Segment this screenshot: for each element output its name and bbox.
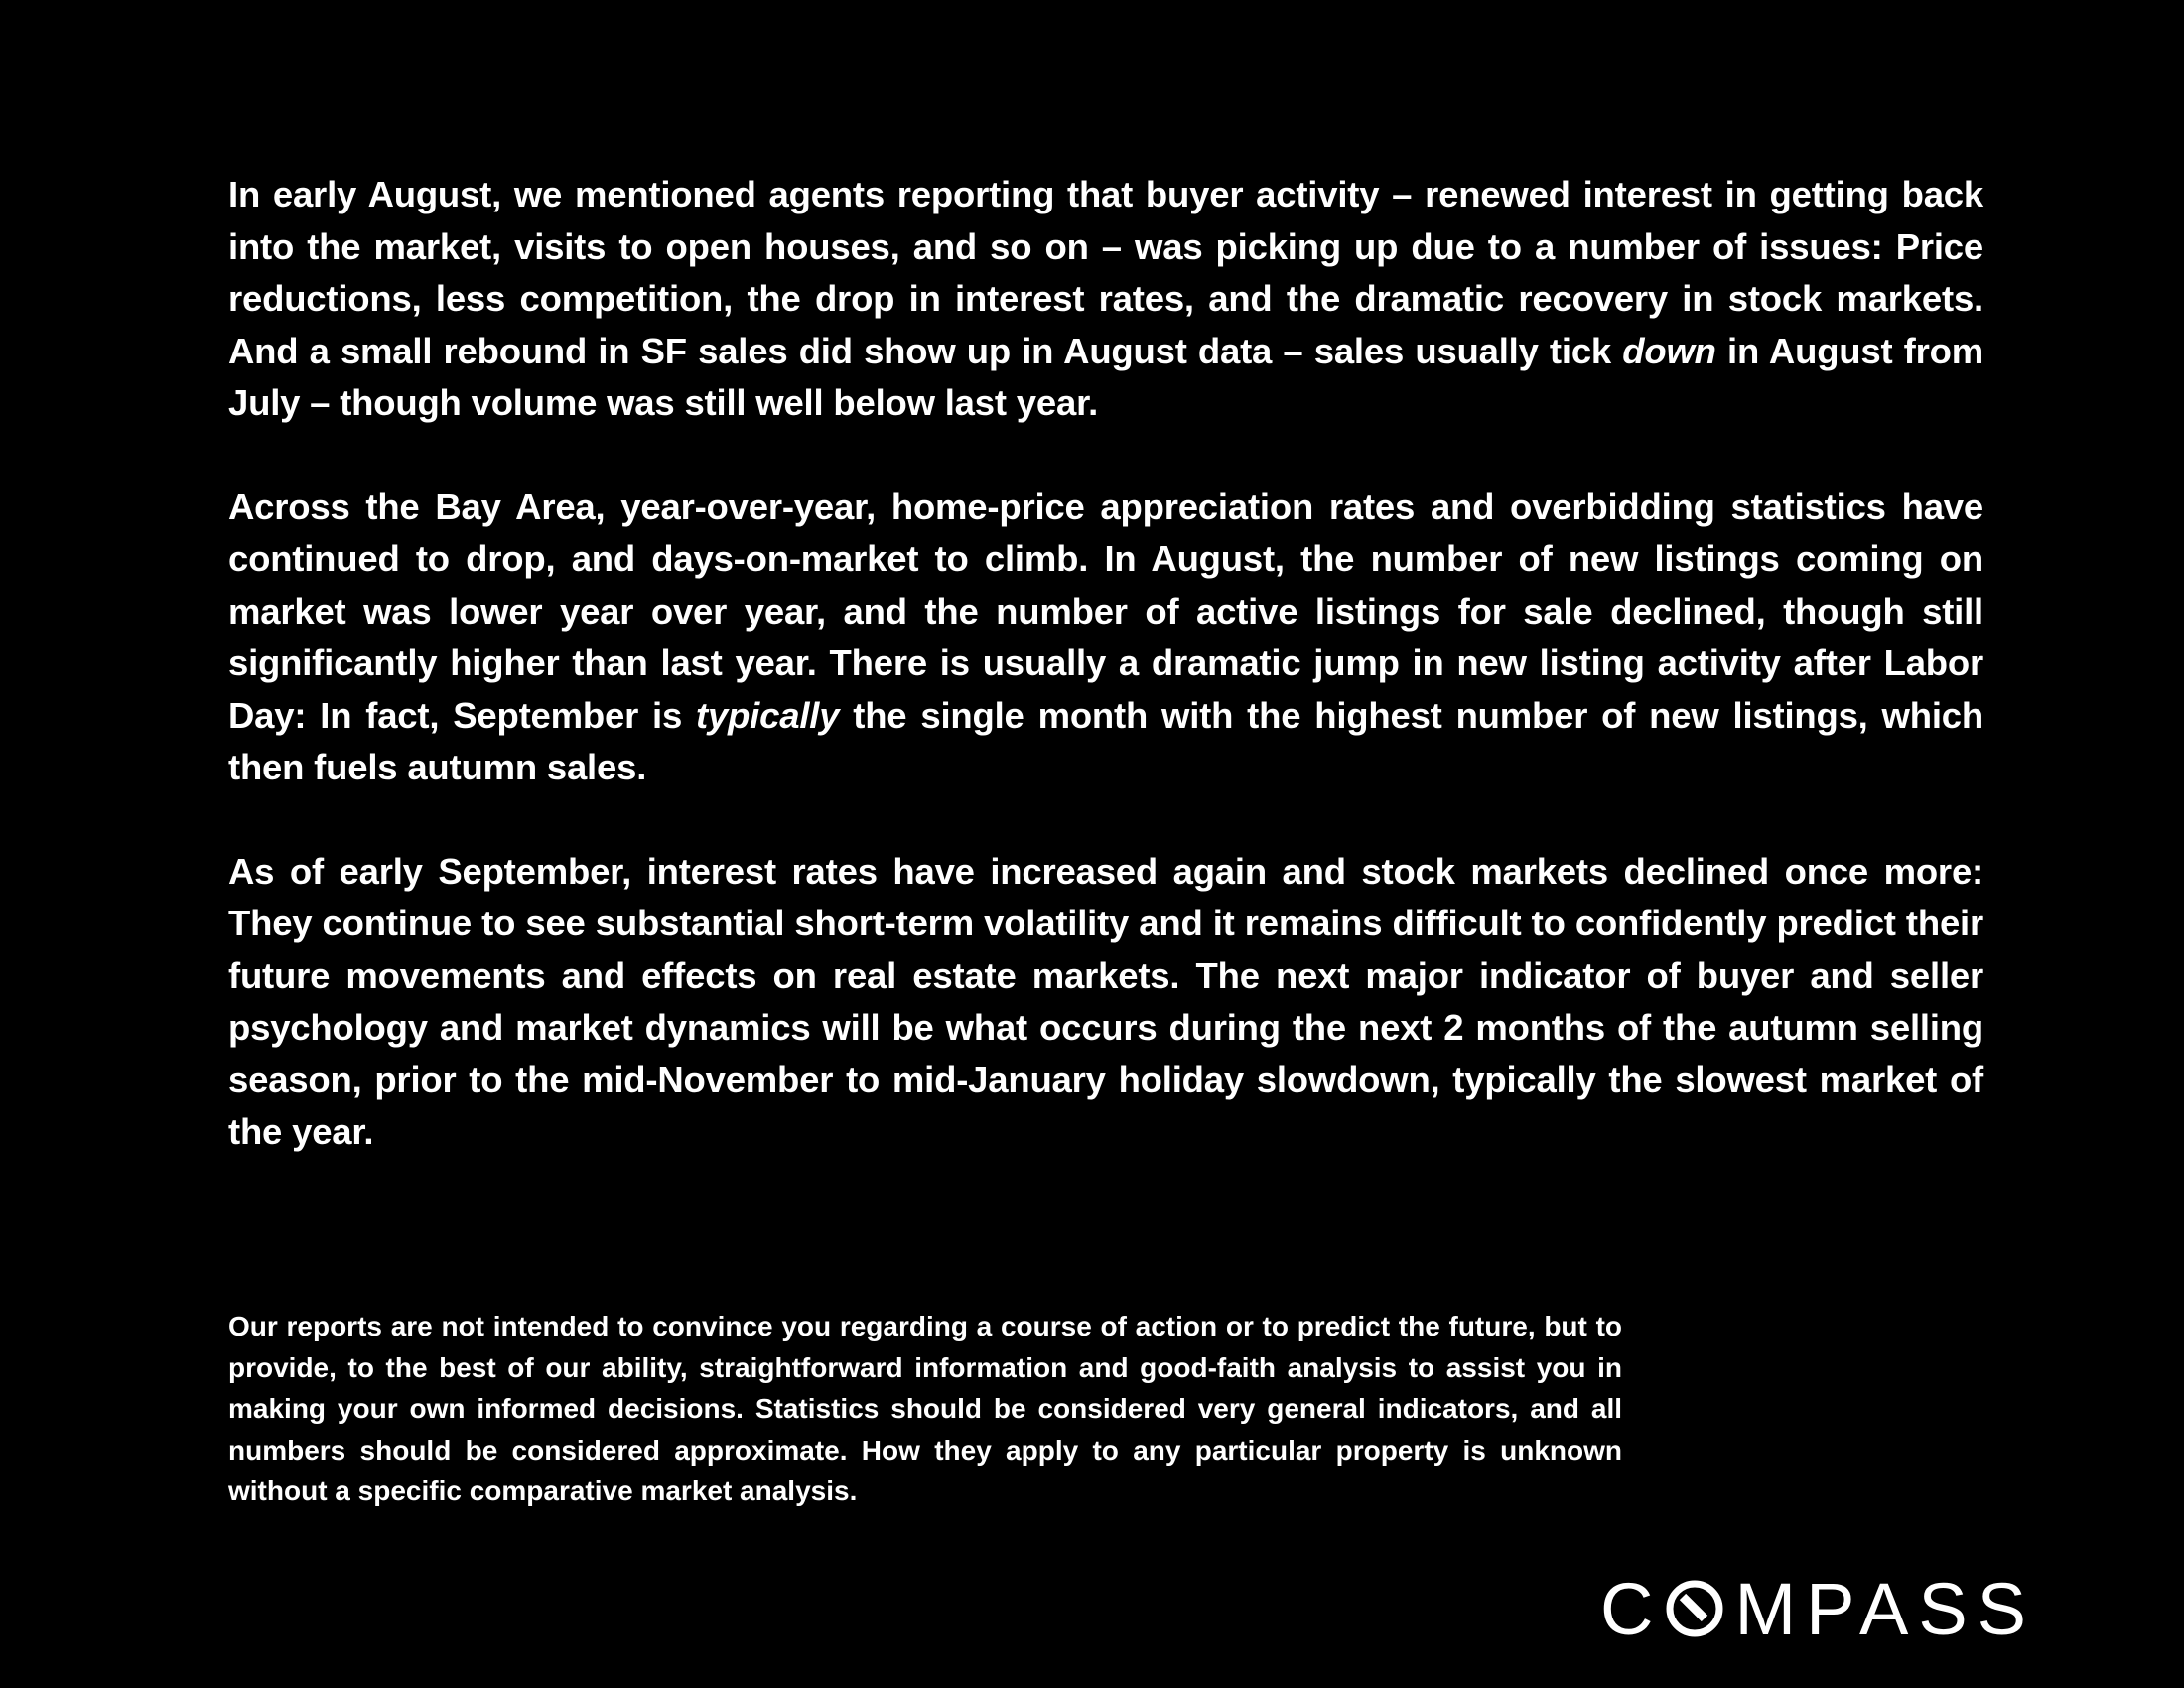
disclaimer-text: Our reports are not intended to convince you regarding a course of action or to predict the future, but to provide, to the best of our ability, straightforward information and good-faith analysis to assist you in making your own informed decisions. Statistics should be considered very general indicators, and all numbers should be considered approximate. How they apply to any particular property is unknown without a specific comparative market analysis. bbox=[228, 1311, 1622, 1506]
emphasis-down: down bbox=[1622, 330, 1716, 371]
logo-letters-mpass: MPASS bbox=[1734, 1567, 2037, 1650]
emphasis-typically: typically bbox=[696, 694, 840, 736]
report-body bbox=[228, 169, 1983, 1210]
paragraph-august-buyer-activity: In early August, we mentioned agents reporting that buyer activity – renewed interest in getting back into the market, visits to open houses, and so on – was picking up due to a number of issues: Price reductions, less competition, the drop in interest rates, and the dramatic recovery in stock markets. And a small rebound in SF sales did show up in August data – sales usually tick down in August from July – though volume was still well below last year. bbox=[228, 174, 1983, 423]
paragraph-september-outlook: As of early September, interest rates have increased again and stock markets declined once more: They continue to see substantial short-term volatility and it remains difficult to confidently predict their future movements and effects on real estate markets. The next major indicator of buyer and seller psychology and market dynamics will be what occurs during the next 2 months of the autumn selling season, prior to the mid-November to mid-January holiday slowdown, typically the slowest market of the year. bbox=[228, 850, 1983, 1152]
compass-o-icon bbox=[1665, 1579, 1724, 1638]
logo-letter-c: C bbox=[1600, 1567, 1664, 1650]
compass-logo bbox=[1600, 1567, 2071, 1650]
paragraph-bay-area-listings: Across the Bay Area, year-over-year, home-price appreciation rates and overbidding statistics have continued to drop, and days-on-market to climb. In August, the number of new listings coming on market was lower year over year, and the number of active listings for sale declined, though still significantly higher than last year. There is usually a dramatic jump in new listing activity after Labor Day: In fact, September is typically the single month with the highest number of new listings, which then fuels autumn sales. bbox=[228, 486, 1983, 787]
